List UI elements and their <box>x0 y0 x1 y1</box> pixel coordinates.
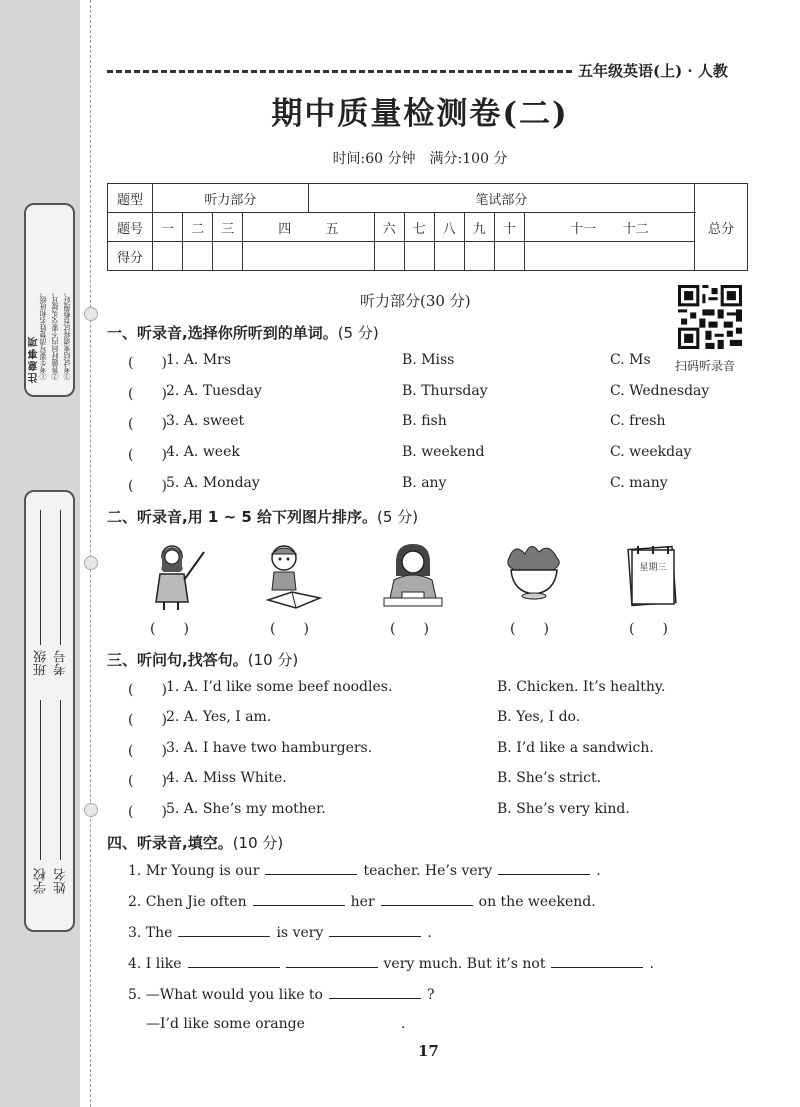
teacher-with-pointer-picture <box>146 540 208 610</box>
q2-title-text: 二、听录音,用 1 ~ 5 给下列图片排序。 <box>107 508 378 526</box>
q3-title <box>107 649 298 670</box>
q1-item <box>128 444 748 464</box>
binding-hole <box>84 307 98 321</box>
option-b: B. She’s strict. <box>497 770 602 786</box>
option-c: C. Wednesday <box>610 383 710 399</box>
fill-text: ? <box>427 987 435 1003</box>
q4-title <box>107 832 283 853</box>
q1-score: (5 分) <box>337 324 379 342</box>
header-grade-tag: 五年级英语(上) · 人教 <box>578 62 728 80</box>
class-blank[interactable] <box>40 510 41 645</box>
binding-hole <box>84 803 98 817</box>
header-dashed-rule <box>107 70 572 73</box>
option-a: 3. A. I have two hamburgers. <box>166 740 373 756</box>
name-blank[interactable] <box>60 700 61 860</box>
question-number: 四 <box>278 221 292 237</box>
school-blank[interactable] <box>40 700 41 860</box>
class-label: 班级 <box>34 650 49 676</box>
answer-paren[interactable]: ( ) <box>128 447 167 463</box>
question-number: 六 <box>374 213 404 242</box>
fill-blank[interactable] <box>329 986 421 999</box>
fill-text: . <box>649 956 654 972</box>
answer-paren[interactable]: ( ) <box>128 355 167 371</box>
q1-item <box>128 383 748 403</box>
qr-label: 扫码听录音 <box>675 359 736 373</box>
answer-paren[interactable]: ( ) <box>128 416 167 432</box>
name-label: 姓名 <box>54 868 69 894</box>
answer-paren[interactable]: ( ) <box>128 712 167 728</box>
fill-blank[interactable] <box>381 893 473 906</box>
fill-blank[interactable] <box>265 862 357 875</box>
fill-blank[interactable] <box>286 955 378 968</box>
vegetables-bowl-picture <box>503 540 565 610</box>
q3-item <box>128 679 748 699</box>
notice-line: ②答题时间内不要交头接耳。 <box>51 289 59 380</box>
score-cell[interactable] <box>404 242 434 271</box>
option-a: 5. A. Monday <box>166 475 260 491</box>
question-number: 七 <box>404 213 434 242</box>
q4-line-3 <box>128 924 432 941</box>
listening-part-title: 听力部分(30 分) <box>360 292 471 310</box>
fill-text: 3. The <box>128 925 173 941</box>
answer-paren[interactable]: ( ) <box>128 386 167 402</box>
q3-item <box>128 740 748 760</box>
fill-blank[interactable] <box>498 862 590 875</box>
question-number: 十一 <box>570 221 597 237</box>
fill-text: 4. I like <box>128 956 182 972</box>
woman-at-desk-picture <box>382 540 444 610</box>
page-title: 期中质量检测卷(二) <box>271 96 569 132</box>
answer-paren[interactable]: ( ) <box>128 682 167 698</box>
q4-score: (10 分) <box>232 834 284 852</box>
q3-item <box>128 801 748 821</box>
answer-paren[interactable]: ( ) <box>128 478 167 494</box>
number-label: 题号 <box>108 213 153 242</box>
listening-header: 听力部分 <box>153 184 309 213</box>
question-number: 一 <box>153 213 183 242</box>
answer-paren[interactable]: ( ) <box>128 773 167 789</box>
q1-title-text: 一、听录音,选择你所听到的单词。 <box>107 324 338 342</box>
fill-text: . <box>596 863 601 879</box>
score-cell[interactable] <box>434 242 464 271</box>
option-a: 1. A. I’d like some beef noodles. <box>166 679 393 695</box>
q1-title <box>107 322 379 343</box>
notice-lines <box>38 210 74 380</box>
q1-item <box>128 475 748 495</box>
question-number: 八 <box>434 213 464 242</box>
question-number: 十二 <box>622 221 649 237</box>
score-cell[interactable] <box>153 242 183 271</box>
student-info-box <box>24 490 75 932</box>
q3-score: (10 分) <box>247 651 299 669</box>
qr-code-icon[interactable] <box>678 285 742 349</box>
question-number: 十 <box>494 213 524 242</box>
option-b: B. weekend <box>402 444 485 460</box>
question-number-pair <box>243 213 374 242</box>
fill-blank[interactable] <box>551 955 643 968</box>
option-b: B. any <box>402 475 447 491</box>
option-a: 2. A. Yes, I am. <box>166 709 272 725</box>
binding-hole <box>84 556 98 570</box>
exam-no-blank[interactable] <box>60 510 61 645</box>
q1-item <box>128 413 748 433</box>
question-number: 二 <box>183 213 213 242</box>
question-number: 三 <box>213 213 243 242</box>
question-number-pair <box>524 213 694 242</box>
picture-answer-paren[interactable]: ( ) <box>270 621 309 637</box>
total-header: 总分 <box>695 184 748 271</box>
fill-text: —I’d like some orange <box>146 1016 305 1032</box>
option-b: B. Miss <box>402 352 455 368</box>
option-a: 3. A. sweet <box>166 413 245 429</box>
q3-item <box>128 709 748 729</box>
option-b: B. Thursday <box>402 383 488 399</box>
answer-paren[interactable]: ( ) <box>128 743 167 759</box>
option-c: C. Ms <box>610 352 651 368</box>
fill-text: her <box>350 894 375 910</box>
score-cell[interactable] <box>494 242 524 271</box>
q2-title <box>107 506 418 527</box>
fill-text: . <box>400 1016 406 1032</box>
option-b: B. I’d like a sandwich. <box>497 740 654 756</box>
picture-answer-paren[interactable]: ( ) <box>629 621 668 637</box>
picture-answer-paren[interactable]: ( ) <box>150 621 189 637</box>
option-a: 1. A. Mrs <box>166 352 232 368</box>
fill-blank[interactable] <box>188 955 280 968</box>
q1-item <box>128 352 748 372</box>
score-cell[interactable] <box>374 242 404 271</box>
type-label: 题型 <box>108 184 153 213</box>
q4-line-6 <box>146 1016 405 1032</box>
picture-answer-paren[interactable]: ( ) <box>390 621 429 637</box>
option-b: B. Chicken. It’s healthy. <box>497 679 666 695</box>
q2-score: (5 分) <box>377 508 419 526</box>
score-table <box>107 183 748 271</box>
option-c: C. many <box>610 475 668 491</box>
notice-title: 注意事项 <box>29 335 40 383</box>
q4-title-text: 四、听录音,填空。 <box>107 834 233 852</box>
option-c: C. weekday <box>610 444 692 460</box>
option-a: 4. A. Miss White. <box>166 770 287 786</box>
answer-paren[interactable]: ( ) <box>128 804 167 820</box>
q4-line-4 <box>128 955 654 972</box>
calendar-text: 星期三 <box>639 563 667 573</box>
question-number: 九 <box>464 213 494 242</box>
option-a: 2. A. Tuesday <box>166 383 262 399</box>
score-cell[interactable] <box>243 242 374 271</box>
q4-line-2 <box>128 893 596 910</box>
fill-text: 2. Chen Jie often <box>128 894 247 910</box>
exam-meta: 时间:60 分钟 满分:100 分 <box>332 151 508 167</box>
picture-answer-paren[interactable]: ( ) <box>510 621 549 637</box>
q4-line-5 <box>128 986 435 1003</box>
score-cell[interactable] <box>464 242 494 271</box>
option-b: B. Yes, I do. <box>497 709 581 725</box>
option-a: 5. A. She’s my mother. <box>166 801 326 817</box>
q3-item <box>128 770 748 790</box>
q3-title-text: 三、听问句,找答句。 <box>107 651 248 669</box>
exam-no-label: 考号 <box>54 650 69 676</box>
option-a: 4. A. week <box>166 444 240 460</box>
fill-blank[interactable] <box>329 924 421 937</box>
score-cell[interactable] <box>524 242 694 271</box>
fill-text: very much. But it’s not <box>383 956 546 972</box>
score-cell[interactable] <box>213 242 243 271</box>
score-label: 得分 <box>108 242 153 271</box>
notice-line: ①考生要写清楚姓名和班级。 <box>39 289 47 380</box>
written-header: 笔试部分 <box>308 184 694 213</box>
boy-reading-picture <box>262 540 324 610</box>
fill-text: . <box>427 925 432 941</box>
fill-blank[interactable] <box>253 893 345 906</box>
fill-text: 5. —What would you like to <box>128 987 323 1003</box>
fill-text: on the weekend. <box>478 894 596 910</box>
option-b: B. She’s very kind. <box>497 801 630 817</box>
page-number: 17 <box>418 1042 439 1060</box>
fill-text: is very <box>276 925 324 941</box>
fill-text: 1. Mr Young is our <box>128 863 260 879</box>
notice-line: ③考试结束请将试卷整理好。 <box>63 289 71 380</box>
school-label: 学校 <box>34 868 49 894</box>
fill-text: teacher. He’s very <box>363 863 493 879</box>
calendar-picture <box>622 540 684 610</box>
option-b: B. fish <box>402 413 447 429</box>
score-cell[interactable] <box>183 242 213 271</box>
option-c: C. fresh <box>610 413 666 429</box>
question-number: 五 <box>325 221 339 237</box>
fill-blank[interactable] <box>178 924 270 937</box>
q4-line-1 <box>128 862 601 879</box>
